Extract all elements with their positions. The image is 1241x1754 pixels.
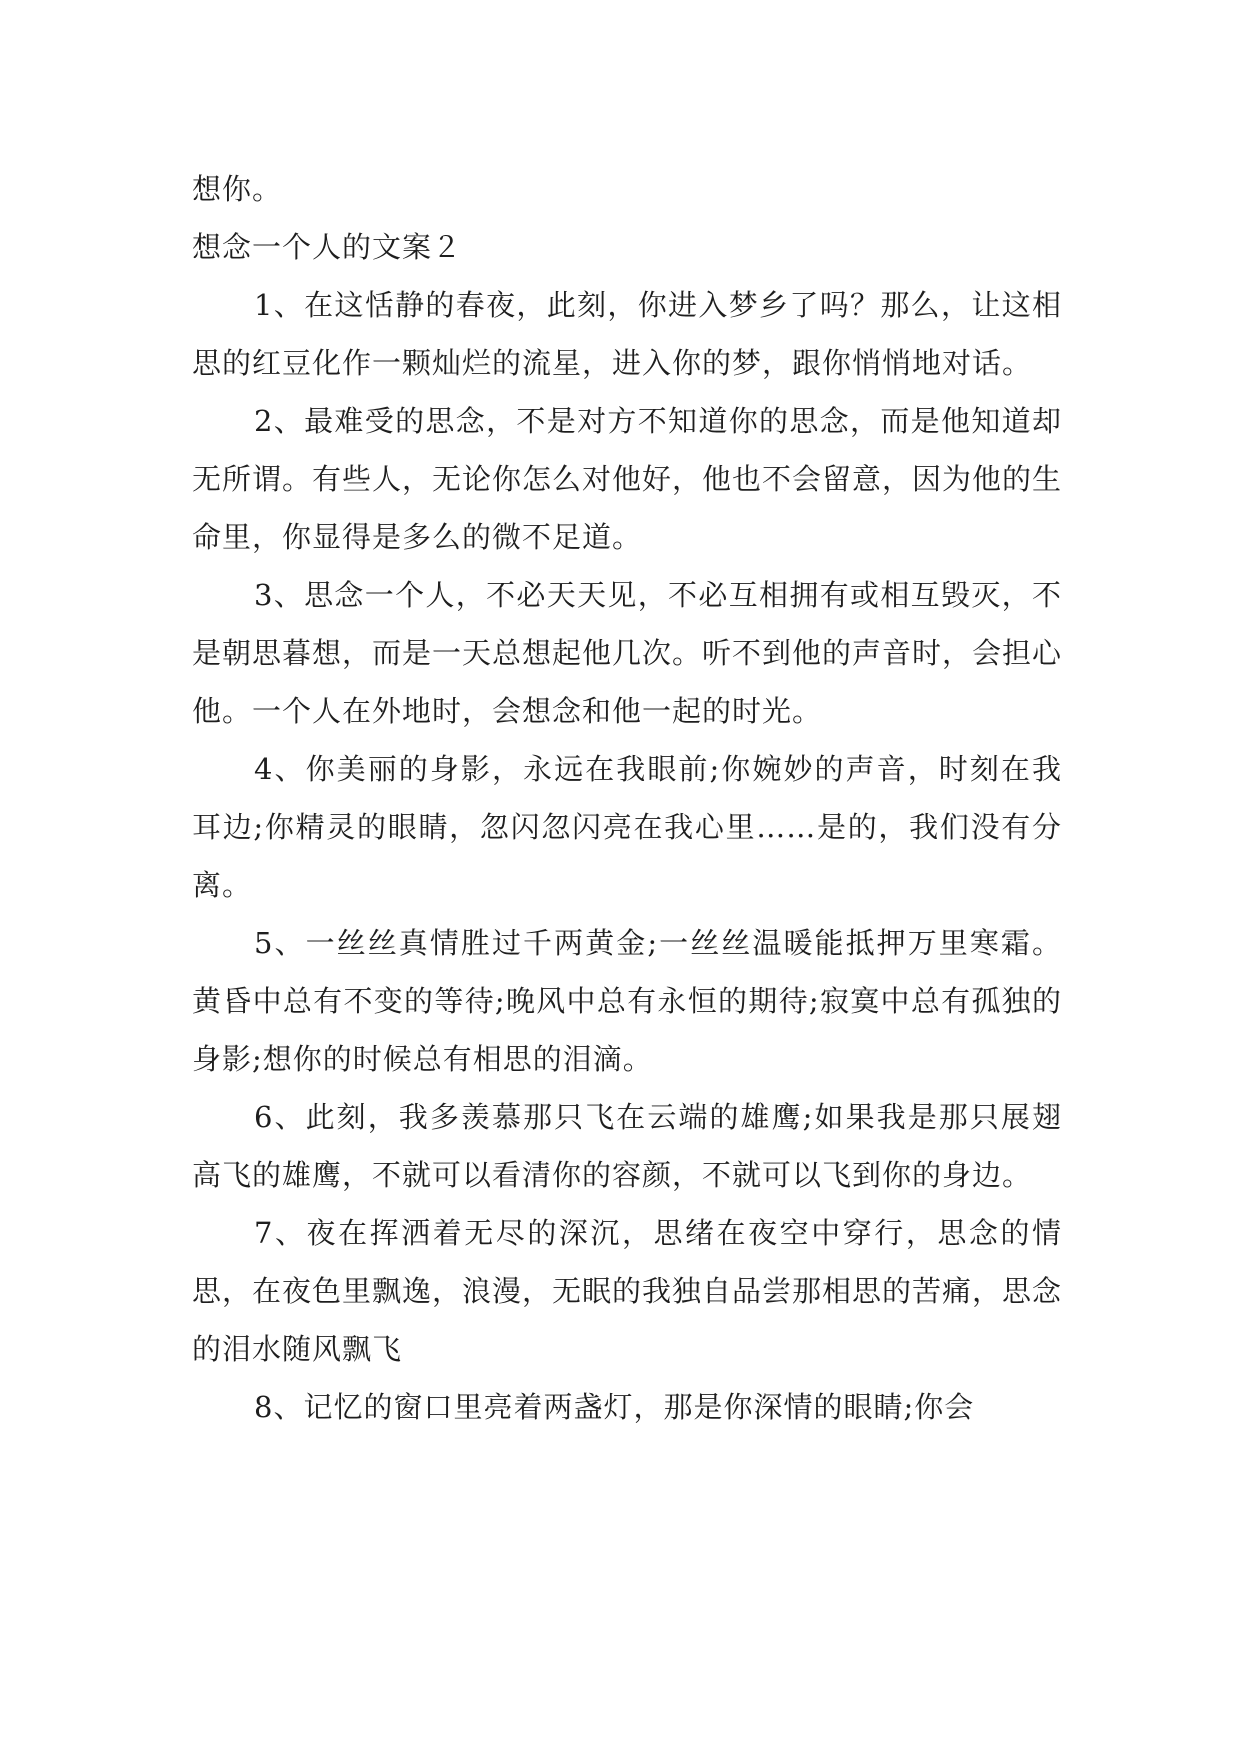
- paragraph-7: 7、夜在挥洒着无尽的深沉，思绪在夜空中穿行，思念的情思，在夜色里飘逸，浪漫，无眠的我独自品尝那相思的苦痛，思念的泪水随风飘飞: [192, 1216, 1063, 1366]
- paragraph-8: 8、记忆的窗口里亮着两盏灯，那是你深情的眼睛;你会: [254, 1390, 975, 1424]
- document-body: [192, 160, 1062, 1436]
- paragraph-4: 4、你美丽的身影，永远在我眼前;你婉妙的声音，时刻在我耳边;你精灵的眼睛，忽闪忽闪亮在我心里……是的，我们没有分离。: [192, 752, 1062, 902]
- paragraph-6: 6、此刻，我多羡慕那只飞在云端的雄鹰;如果我是那只展翅高飞的雄鹰，不就可以看清你的容颜，不就可以飞到你的身边。: [192, 1100, 1062, 1192]
- paragraph-2: 2、最难受的思念，不是对方不知道你的思念，而是他知道却无所谓。有些人，无论你怎么对他好，他也不会留意，因为他的生命里，你显得是多么的微不足道。: [192, 404, 1063, 554]
- paragraph-5: 5、一丝丝真情胜过千两黄金;一丝丝温暖能抵押万里寒霜。黄昏中总有不变的等待;晚风中总有永恒的期待;寂寞中总有孤独的身影;想你的时候总有相思的泪滴。: [192, 926, 1062, 1076]
- section-heading: 想念一个人的文案２: [192, 230, 463, 264]
- paragraph-3: 3、思念一个人，不必天天见，不必互相拥有或相互毁灭，不是朝思暮想，而是一天总想起他几次。听不到他的声音时，会担心他。一个人在外地时，会想念和他一起的时光。: [192, 578, 1063, 728]
- lead-line: 想你。: [192, 172, 283, 206]
- paragraph-1: 1、在这恬静的春夜，此刻，你进入梦乡了吗？那么，让这相思的红豆化作一颗灿烂的流星，进入你的梦，跟你悄悄地对话。: [192, 288, 1062, 380]
